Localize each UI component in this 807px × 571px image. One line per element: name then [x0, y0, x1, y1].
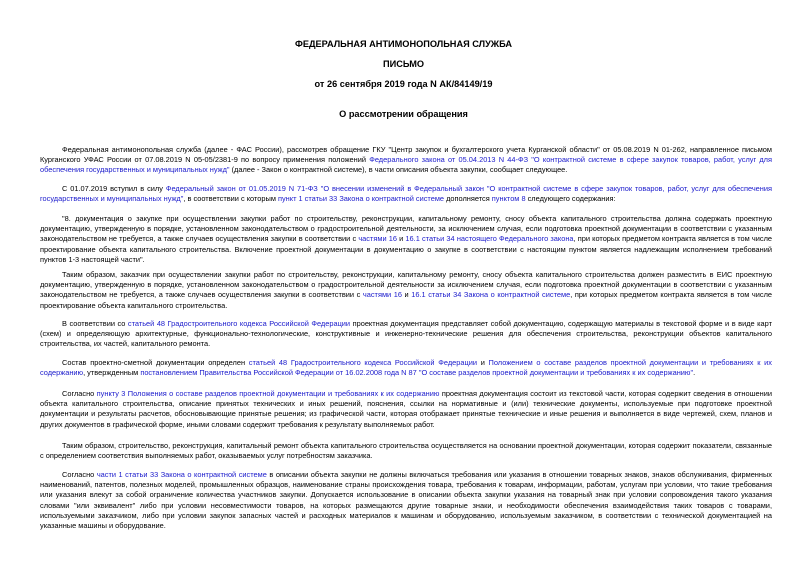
- document-link[interactable]: статьей 48 Градостроительного кодекса Российской Федерации: [127, 319, 351, 328]
- paragraph-text: и: [401, 290, 412, 300]
- document-date-number: от 26 сентября 2019 года N АК/84149/19: [314, 79, 493, 89]
- paragraph: [40, 145, 772, 176]
- paragraph-text: .: [693, 368, 696, 378]
- paragraph: [40, 441, 772, 461]
- paragraph-text: (далее - Закон о контрактной системе), в части описания объекта закупки, сообщает следующее.: [229, 165, 568, 175]
- paragraph-text: проектная документация представляет собой документацию, содержащую материалы в текстовой форме и в виде карт (схем) и определяющую архитектурные, функционально-технологические, конструктивные и инженерно-технические решения для обеспечения строительства, реконструкции объектов капитального строительства, их частей, капитального ремонта.: [40, 319, 772, 349]
- agency-title: ФЕДЕРАЛЬНАЯ АНТИМОНОПОЛЬНАЯ СЛУЖБА: [294, 39, 512, 49]
- paragraph-text: В соответствии со: [62, 319, 128, 328]
- paragraph: [40, 214, 772, 265]
- paragraph-text: в описании объекта закупки не должны включаться требования или указания в отношении товарных знаков, знаков обслуживания, фирменных наименований, патентов, полезных моделей, промышленных образцов, наименование страны происхождения товара, требования к товарам, информации, работам, услугам при условии, что такие требования или указания влекут за собой ограничение количества участников закупки. Допускается использование в описании объекта закупки указания на товарный знак при условии сопровождения такого указания словами "или эквивалент" либо при условии несовместимости товаров, на которых размещаются другие товарные знаки, и необходимости обеспечения взаимодействия таких товаров с товарами, используемыми заказчиком, либо при условии закупок запасных частей и расходных материалов к машинам и оборудованию, используемым заказчиком, в соответствии с технической документацией на указанные машины и оборудование.: [40, 470, 772, 531]
- paragraph-text: и: [396, 234, 406, 244]
- paragraph-text: Согласно: [62, 389, 97, 398]
- document-link[interactable]: постановлением Правительства Российской Федерации от 16.02.2008 года N 87 "О составе разделов проектной документации и требованиях к их содержанию": [140, 368, 694, 378]
- document-link[interactable]: частями 16: [362, 290, 402, 300]
- document-link[interactable]: Федеральный закон от 01.05.2019 N 71-ФЗ "О внесении изменений в Федеральный закон "О контрактной системе в сфере закупок товаров, работ, услуг для обеспечения государственных и муниципальных нужд": [40, 184, 772, 204]
- document-link[interactable]: 16.1 статьи 34 настоящего Федерального закона: [405, 234, 574, 244]
- document-link[interactable]: частями 16: [358, 234, 397, 244]
- document-link[interactable]: части 1 статьи 33 Закона о контрактной системе: [96, 470, 267, 479]
- paragraph-text: следующего содержания:: [525, 194, 616, 204]
- paragraph-text: проектная документация состоит из текстовой части, которая содержит сведения в отношении объекта капитального строительства, описание принятых технических и иных решений, пояснения, ссылки на нормативные и (или) технические документы, используемые при подготовке проектной документации и результаты расчетов, обосновывающие принятые решения; из графической части, которая отображает принятые технические и иные решения и выполняется в виде чертежей, схем, планов и других документов в графической форме, иными словами содержит требования к результату выполняемых работ.: [40, 389, 772, 429]
- paragraph: [40, 319, 772, 350]
- paragraph-text: Согласно: [62, 470, 97, 479]
- document-link[interactable]: Положением о составе разделов проектной документации и требованиях к их содержанию: [40, 358, 772, 378]
- document-link[interactable]: пункт 1 статьи 33 Закона о контрактной системе: [277, 194, 445, 204]
- document-subject: О рассмотрении обращения: [339, 109, 468, 119]
- paragraph: [40, 470, 772, 531]
- paragraph-text: "8. документация о закупке при осуществлении закупки работ по строительству, реконструкции, капитальному ремонту, сносу объекта капитального строительства должна содержать проектную документацию, утвержденную в порядке, установленном законодательством о градостроительной деятельности, за исключением случая, если подготовка проектной документации в соответствии с указанным законодательством не требуется, а также случаев осуществления закупки в соответствии с: [40, 214, 772, 244]
- paragraph-text: , утвержденным: [83, 368, 141, 378]
- paragraph: [40, 184, 772, 204]
- paragraph-text: и: [476, 358, 489, 367]
- document-link[interactable]: статьей 48 Градостроительного кодекса Российской Федерации: [248, 358, 477, 367]
- paragraph-text: , при которых предметом контракта является в том числе проектирование объекта капитального строительства. Включение проектной документации в документацию о закупке в соответствии с настоящим пунктом является надлежащим исполнением требований пунктов 1-3 настоящей части".: [40, 234, 772, 264]
- document-link[interactable]: Федерального закона от 05.04.2013 N 44-ФЗ "О контрактной системе в сфере закупок товаров, работ, услуг для обеспечения государственных и муниципальных нужд": [40, 155, 772, 175]
- document-link[interactable]: 16.1 статьи 34 Закона о контрактной системе: [411, 290, 571, 300]
- paragraph: [40, 389, 772, 430]
- paragraph-text: дополняется: [444, 194, 492, 204]
- paragraph-text: Таким образом, заказчик при осуществлении закупки работ по строительству, реконструкции, капитальному ремонту, сносу объекта капитального строительства должен разместить в ЕИС проектную документацию, утвержденную в порядке, установленном законодательством о градостроительной деятельности за исключением случая, если подготовка проектной документации в соответствии с указанным законодательством не требуется, а также случаев осуществления закупки в соответствии с: [40, 270, 772, 300]
- document-link[interactable]: пунктом 8: [491, 194, 526, 204]
- paragraph: [40, 358, 772, 378]
- paragraph-text: Таким образом, строительство, реконструкция, капитальный ремонт объекта капитального строительства осуществляется на основании проектной документации, которая содержит показатели, связанные с определением соответствия выполняемых работ, оказываемых услуг потребностям заказчика.: [40, 441, 772, 461]
- paragraph-text: Федеральная антимонопольная служба (далее - ФАС России), рассмотрев обращение ГКУ "Центр закупок и бухгалтерского учета Курганской области" от 05.08.2019 N 01-262, направленное письмом Курганского УФАС России от 07.08.2019 N 05-05/2381-9 по вопросу применения положений: [40, 145, 772, 165]
- document-type: ПИСЬМО: [382, 59, 425, 69]
- paragraph-text: Состав проектно-сметной документации определен: [62, 358, 249, 367]
- paragraph: [40, 270, 772, 311]
- paragraph-text: С 01.07.2019 вступил в силу: [62, 184, 166, 193]
- document-link[interactable]: пункту 3 Положения о составе разделов проектной документации и требованиях к их содержанию: [96, 389, 440, 398]
- paragraph-text: , в соответствии с которым: [183, 194, 278, 204]
- paragraph-text: , при которых предметом контракта является в том числе проектирование объекта капитального строительства.: [40, 290, 772, 310]
